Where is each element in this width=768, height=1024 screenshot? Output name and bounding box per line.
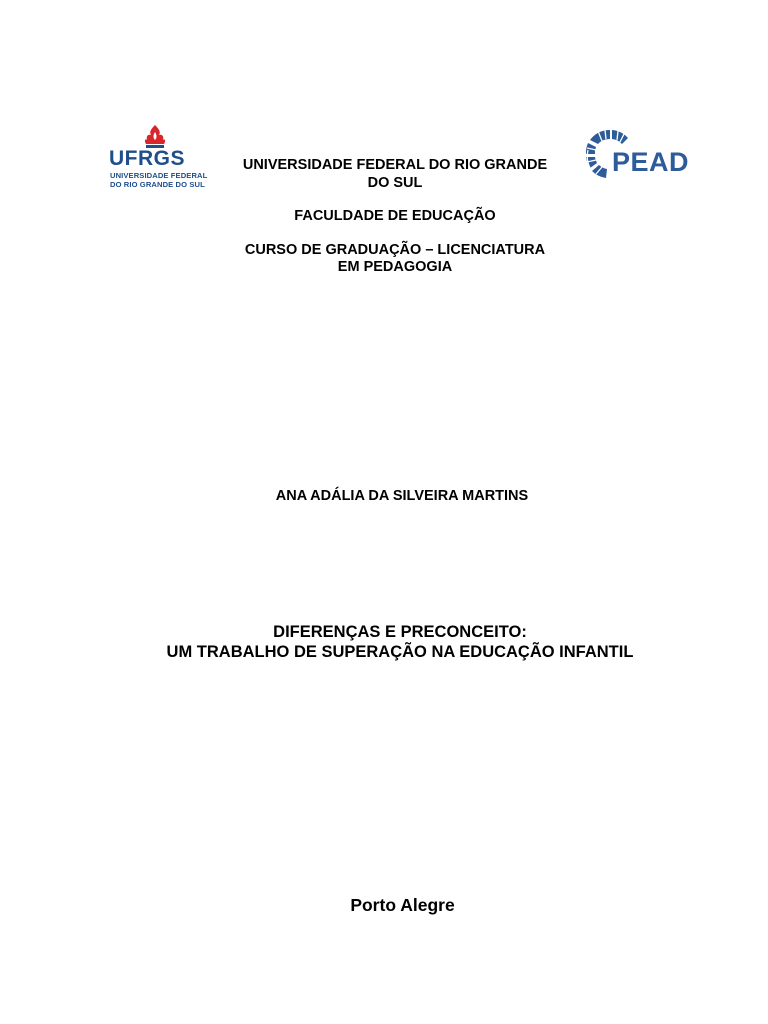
- ufrgs-wordmark: UFRGS: [109, 147, 185, 170]
- author-name: ANA ADÁLIA DA SILVEIRA MARTINS: [275, 488, 529, 504]
- title-line-1: DIFERENÇAS E PRECONCEITO:: [273, 623, 527, 641]
- city-name: Porto Alegre: [350, 895, 455, 915]
- pead-wordmark: PEAD: [612, 147, 690, 177]
- course-name-line-2: EM PEDAGOGIA: [337, 259, 453, 275]
- course-name-line-1: CURSO DE GRADUAÇÃO – LICENCIATURA: [244, 242, 546, 258]
- university-name-line-1: UNIVERSIDADE FEDERAL DO RIO GRANDE: [242, 157, 548, 173]
- ufrgs-subline-1: UNIVERSIDADE FEDERAL: [110, 171, 208, 180]
- title-line-2: UM TRABALHO DE SUPERAÇÃO NA EDUCAÇÃO INFANTIL: [166, 643, 634, 661]
- faculty-name: FACULDADE DE EDUCAÇÃO: [294, 208, 496, 224]
- ufrgs-subline-2: DO RIO GRANDE DO SUL: [110, 180, 205, 189]
- university-name-line-2: DO SUL: [367, 175, 423, 191]
- pead-logo: [584, 128, 706, 180]
- ufrgs-logo: [106, 124, 210, 190]
